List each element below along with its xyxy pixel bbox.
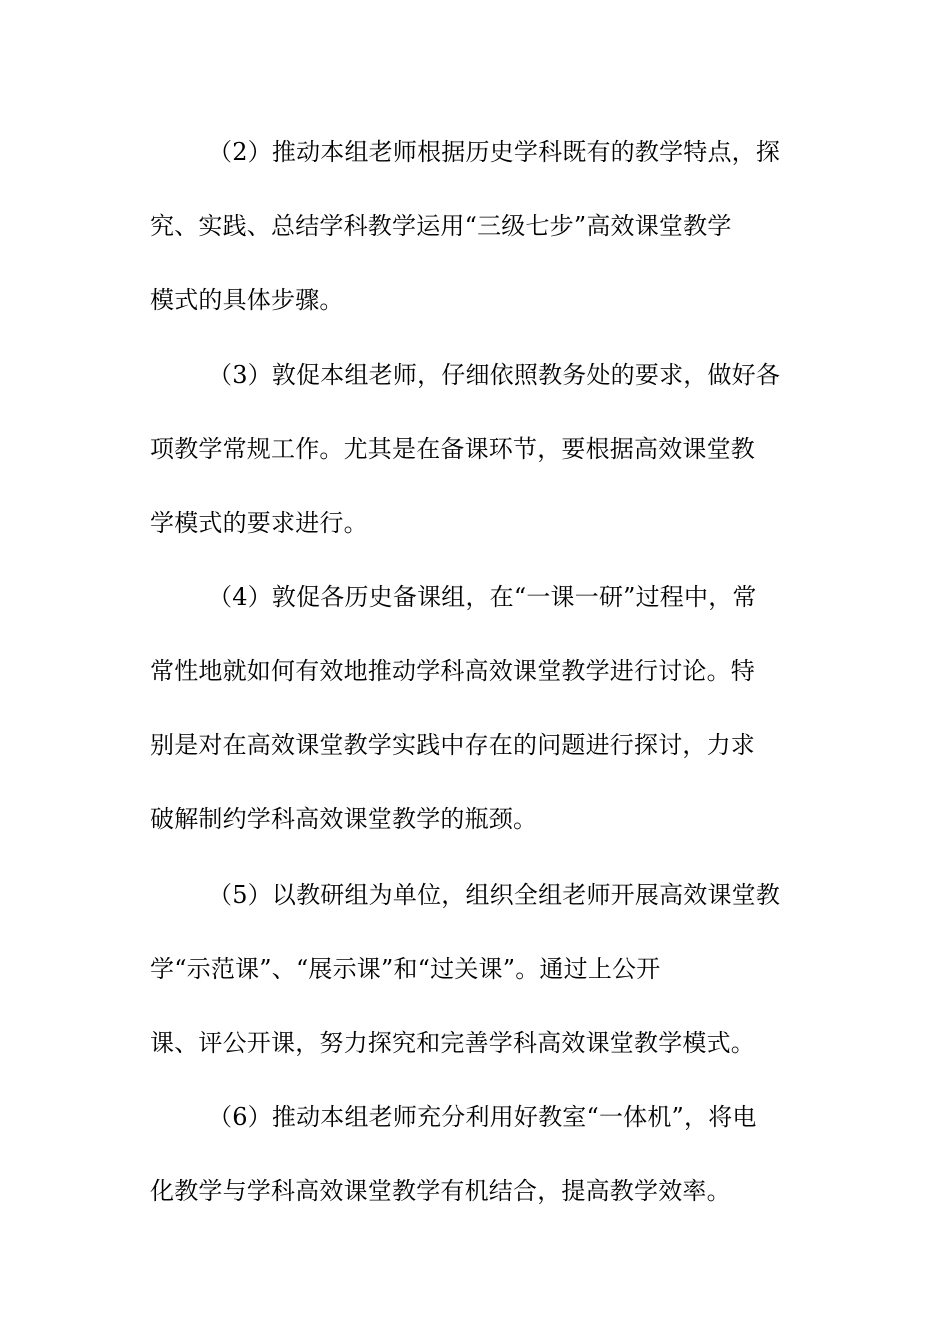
- paragraph-line: （3）敦促本组老师，仔细依照教务处的要求，做好各: [208, 361, 781, 389]
- paragraph-line: （4）敦促各历史备课组，在“一课一研”过程中，常: [208, 583, 757, 611]
- paragraph-line: 究、实践、总结学科教学运用“三级七步”高效课堂教学: [150, 212, 732, 240]
- paragraph-line: （6）推动本组老师充分利用好教室“一体机”，将电: [208, 1103, 757, 1131]
- paragraph-line: 别是对在高效课堂教学实践中存在的问题进行探讨，力求: [150, 731, 755, 759]
- paragraph-line: 学模式的要求进行。: [150, 509, 368, 537]
- paragraph-line: 项教学常规工作。尤其是在备课环节，要根据高效课堂教: [150, 435, 755, 463]
- paragraph-item-4: [150, 584, 810, 880]
- paragraph-item-3: [150, 362, 810, 584]
- paragraph-line: （2）推动本组老师根据历史学科既有的教学特点，探: [208, 138, 781, 166]
- paragraph-line: 化教学与学科高效课堂教学有机结合，提高教学效率。: [150, 1177, 731, 1205]
- paragraph-line: 破解制约学科高效课堂教学的瓶颈。: [150, 805, 538, 833]
- paragraph-line: 学“示范课”、“展示课”和“过关课”。通过上公开: [150, 955, 661, 983]
- paragraph-line: 课、评公开课，努力探究和完善学科高效课堂教学模式。: [150, 1029, 755, 1057]
- paragraph-item-2: [150, 139, 810, 361]
- paragraph-item-5: [150, 882, 810, 1104]
- paragraph-line: 模式的具体步骤。: [150, 286, 344, 314]
- paragraph-line: （5）以教研组为单位，组织全组老师开展高效课堂教: [208, 881, 781, 909]
- paragraph-item-6: [150, 1104, 810, 1252]
- paragraph-line: 常性地就如何有效地推动学科高效课堂教学进行讨论。特: [150, 657, 755, 685]
